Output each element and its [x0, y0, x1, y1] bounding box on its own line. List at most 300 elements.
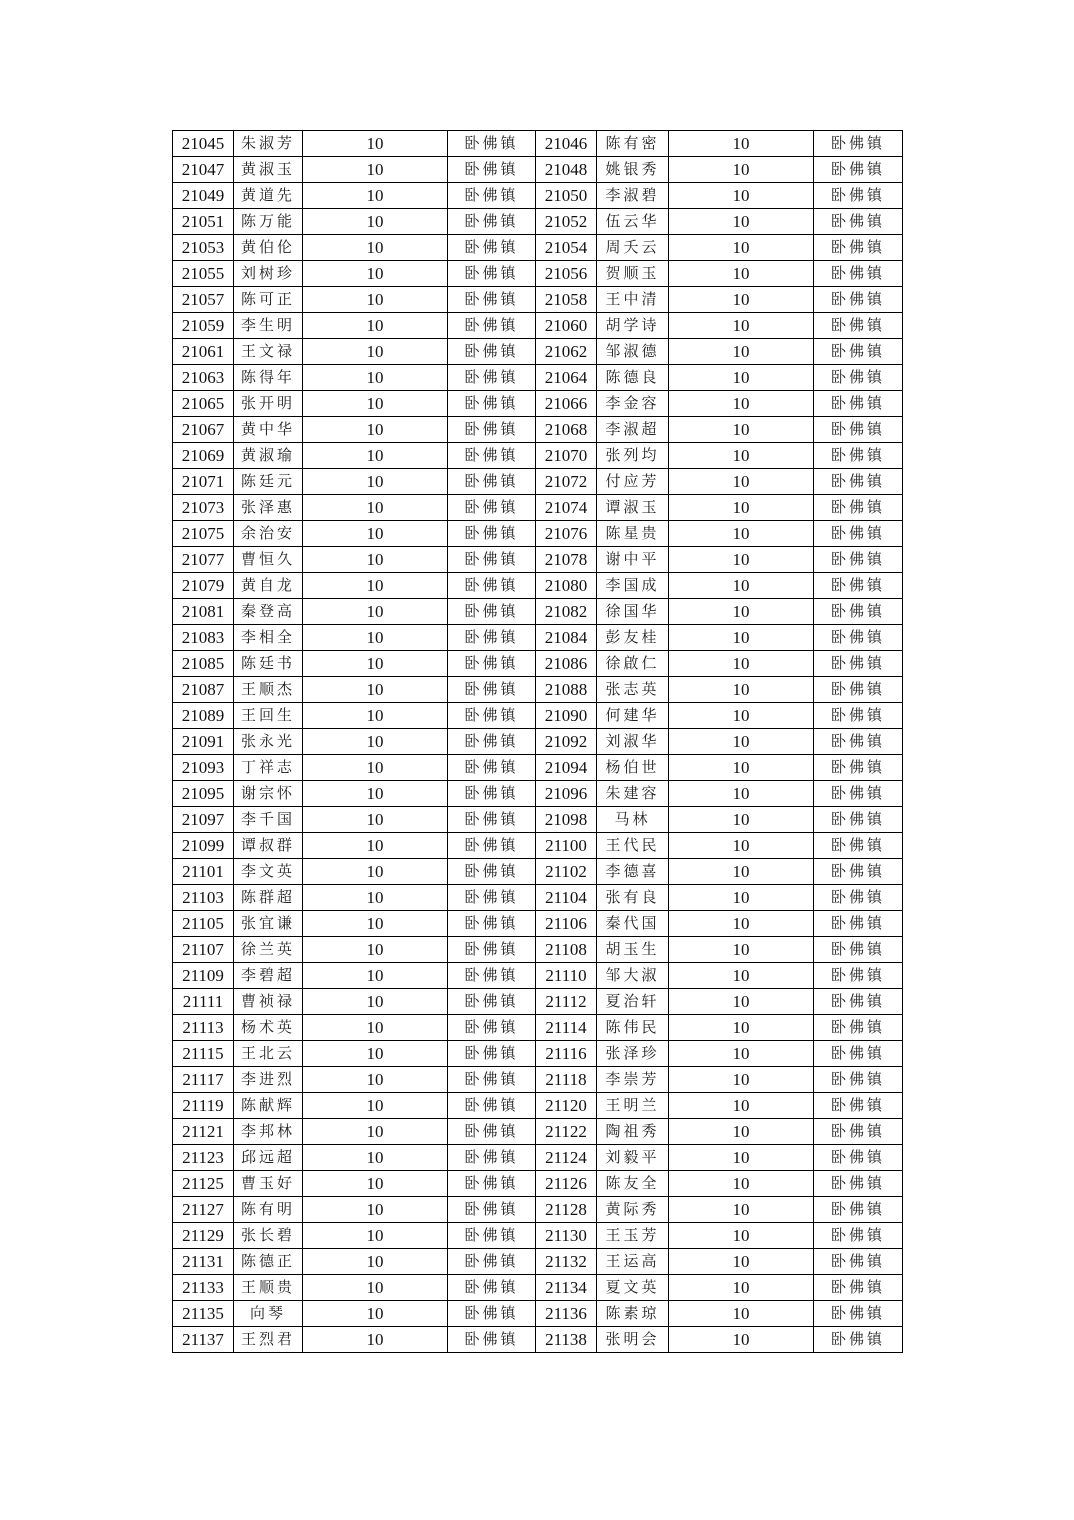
- record-id-cell: 21066: [536, 391, 597, 417]
- amount-cell: 10: [669, 209, 814, 235]
- person-name-cell: 李邦林: [234, 1119, 303, 1145]
- amount-cell: 10: [303, 1093, 448, 1119]
- amount-cell: 10: [303, 625, 448, 651]
- record-id-cell: 21104: [536, 885, 597, 911]
- person-name-cell: 陈廷元: [234, 469, 303, 495]
- person-name-cell: 王代民: [597, 833, 669, 859]
- record-id-cell: 21132: [536, 1249, 597, 1275]
- town-cell: 卧佛镇: [814, 1015, 903, 1041]
- amount-cell: 10: [669, 287, 814, 313]
- record-id-cell: 21128: [536, 1197, 597, 1223]
- person-name-cell: 马林: [597, 807, 669, 833]
- person-name-cell: 黄道先: [234, 183, 303, 209]
- person-name-cell: 张列均: [597, 443, 669, 469]
- person-name-cell: 黄中华: [234, 417, 303, 443]
- record-id-cell: 21070: [536, 443, 597, 469]
- table-row: [173, 937, 903, 963]
- record-id-cell: 21107: [173, 937, 234, 963]
- amount-cell: 10: [669, 573, 814, 599]
- table-row: [173, 183, 903, 209]
- town-cell: 卧佛镇: [814, 209, 903, 235]
- person-name-cell: 黄淑玉: [234, 157, 303, 183]
- person-name-cell: 刘淑华: [597, 729, 669, 755]
- person-name-cell: 杨术英: [234, 1015, 303, 1041]
- table-row: [173, 131, 903, 157]
- town-cell: 卧佛镇: [448, 1015, 536, 1041]
- record-id-cell: 21120: [536, 1093, 597, 1119]
- person-name-cell: 邹大淑: [597, 963, 669, 989]
- record-id-cell: 21063: [173, 365, 234, 391]
- town-cell: 卧佛镇: [814, 755, 903, 781]
- person-name-cell: 谢中平: [597, 547, 669, 573]
- person-name-cell: 陈伟民: [597, 1015, 669, 1041]
- town-cell: 卧佛镇: [814, 651, 903, 677]
- record-id-cell: 21048: [536, 157, 597, 183]
- person-name-cell: 张泽惠: [234, 495, 303, 521]
- person-name-cell: 陈有明: [234, 1197, 303, 1223]
- person-name-cell: 陈德良: [597, 365, 669, 391]
- record-id-cell: 21076: [536, 521, 597, 547]
- person-name-cell: 胡学诗: [597, 313, 669, 339]
- town-cell: 卧佛镇: [814, 807, 903, 833]
- person-name-cell: 张泽珍: [597, 1041, 669, 1067]
- town-cell: 卧佛镇: [814, 1223, 903, 1249]
- record-id-cell: 21049: [173, 183, 234, 209]
- person-name-cell: 彭友桂: [597, 625, 669, 651]
- table-row: [173, 339, 903, 365]
- town-cell: 卧佛镇: [448, 755, 536, 781]
- record-id-cell: 21096: [536, 781, 597, 807]
- person-name-cell: 徐啟仁: [597, 651, 669, 677]
- amount-cell: 10: [669, 157, 814, 183]
- person-name-cell: 秦登高: [234, 599, 303, 625]
- person-name-cell: 陈献辉: [234, 1093, 303, 1119]
- record-id-cell: 21093: [173, 755, 234, 781]
- amount-cell: 10: [303, 391, 448, 417]
- person-name-cell: 王回生: [234, 703, 303, 729]
- record-id-cell: 21045: [173, 131, 234, 157]
- amount-cell: 10: [669, 755, 814, 781]
- amount-cell: 10: [669, 677, 814, 703]
- record-id-cell: 21068: [536, 417, 597, 443]
- town-cell: 卧佛镇: [814, 391, 903, 417]
- table-row: [173, 1223, 903, 1249]
- record-id-cell: 21060: [536, 313, 597, 339]
- record-id-cell: 21075: [173, 521, 234, 547]
- amount-cell: 10: [303, 1119, 448, 1145]
- table-row: [173, 755, 903, 781]
- table-row: [173, 365, 903, 391]
- town-cell: 卧佛镇: [814, 963, 903, 989]
- person-name-cell: 张明会: [597, 1327, 669, 1353]
- town-cell: 卧佛镇: [448, 1067, 536, 1093]
- amount-cell: 10: [669, 183, 814, 209]
- record-id-cell: 21108: [536, 937, 597, 963]
- person-name-cell: 曹玉好: [234, 1171, 303, 1197]
- subsidy-list-table: [172, 130, 903, 1353]
- table-row: [173, 1015, 903, 1041]
- table-row: [173, 651, 903, 677]
- record-id-cell: 21115: [173, 1041, 234, 1067]
- person-name-cell: 李相全: [234, 625, 303, 651]
- record-id-cell: 21111: [173, 989, 234, 1015]
- town-cell: 卧佛镇: [448, 625, 536, 651]
- record-id-cell: 21077: [173, 547, 234, 573]
- town-cell: 卧佛镇: [448, 807, 536, 833]
- town-cell: 卧佛镇: [814, 1041, 903, 1067]
- table-row: [173, 885, 903, 911]
- record-id-cell: 21071: [173, 469, 234, 495]
- town-cell: 卧佛镇: [448, 1171, 536, 1197]
- town-cell: 卧佛镇: [448, 859, 536, 885]
- town-cell: 卧佛镇: [448, 1145, 536, 1171]
- amount-cell: 10: [669, 443, 814, 469]
- record-id-cell: 21117: [173, 1067, 234, 1093]
- town-cell: 卧佛镇: [448, 651, 536, 677]
- town-cell: 卧佛镇: [814, 911, 903, 937]
- record-id-cell: 21101: [173, 859, 234, 885]
- person-name-cell: 李金容: [597, 391, 669, 417]
- table-row: [173, 1197, 903, 1223]
- table-row: [173, 573, 903, 599]
- town-cell: 卧佛镇: [448, 833, 536, 859]
- person-name-cell: 曹恒久: [234, 547, 303, 573]
- amount-cell: 10: [303, 131, 448, 157]
- amount-cell: 10: [669, 1093, 814, 1119]
- amount-cell: 10: [303, 261, 448, 287]
- amount-cell: 10: [303, 365, 448, 391]
- record-id-cell: 21082: [536, 599, 597, 625]
- record-id-cell: 21103: [173, 885, 234, 911]
- person-name-cell: 张永光: [234, 729, 303, 755]
- town-cell: 卧佛镇: [814, 339, 903, 365]
- town-cell: 卧佛镇: [448, 1301, 536, 1327]
- town-cell: 卧佛镇: [814, 989, 903, 1015]
- table-row: [173, 1067, 903, 1093]
- record-id-cell: 21064: [536, 365, 597, 391]
- record-id-cell: 21051: [173, 209, 234, 235]
- town-cell: 卧佛镇: [448, 937, 536, 963]
- amount-cell: 10: [669, 651, 814, 677]
- town-cell: 卧佛镇: [448, 781, 536, 807]
- person-name-cell: 朱淑芳: [234, 131, 303, 157]
- amount-cell: 10: [303, 1301, 448, 1327]
- person-name-cell: 张有良: [597, 885, 669, 911]
- town-cell: 卧佛镇: [448, 729, 536, 755]
- town-cell: 卧佛镇: [448, 911, 536, 937]
- town-cell: 卧佛镇: [814, 547, 903, 573]
- amount-cell: 10: [669, 859, 814, 885]
- person-name-cell: 曹祯禄: [234, 989, 303, 1015]
- amount-cell: 10: [303, 1327, 448, 1353]
- person-name-cell: 杨伯世: [597, 755, 669, 781]
- amount-cell: 10: [303, 963, 448, 989]
- town-cell: 卧佛镇: [814, 1145, 903, 1171]
- amount-cell: 10: [669, 391, 814, 417]
- record-id-cell: 21087: [173, 677, 234, 703]
- amount-cell: 10: [669, 1301, 814, 1327]
- table-row: [173, 781, 903, 807]
- record-id-cell: 21062: [536, 339, 597, 365]
- person-name-cell: 王北云: [234, 1041, 303, 1067]
- record-id-cell: 21127: [173, 1197, 234, 1223]
- town-cell: 卧佛镇: [814, 937, 903, 963]
- amount-cell: 10: [669, 937, 814, 963]
- table-row: [173, 287, 903, 313]
- amount-cell: 10: [303, 989, 448, 1015]
- record-id-cell: 21114: [536, 1015, 597, 1041]
- town-cell: 卧佛镇: [448, 1249, 536, 1275]
- record-id-cell: 21072: [536, 469, 597, 495]
- record-id-cell: 21091: [173, 729, 234, 755]
- record-id-cell: 21090: [536, 703, 597, 729]
- town-cell: 卧佛镇: [814, 625, 903, 651]
- record-id-cell: 21135: [173, 1301, 234, 1327]
- amount-cell: 10: [669, 1249, 814, 1275]
- amount-cell: 10: [669, 1015, 814, 1041]
- town-cell: 卧佛镇: [448, 365, 536, 391]
- record-id-cell: 21047: [173, 157, 234, 183]
- amount-cell: 10: [669, 833, 814, 859]
- amount-cell: 10: [303, 521, 448, 547]
- person-name-cell: 夏文英: [597, 1275, 669, 1301]
- town-cell: 卧佛镇: [448, 885, 536, 911]
- table-row: [173, 1171, 903, 1197]
- town-cell: 卧佛镇: [814, 183, 903, 209]
- person-name-cell: 陈万能: [234, 209, 303, 235]
- town-cell: 卧佛镇: [814, 495, 903, 521]
- record-id-cell: 21061: [173, 339, 234, 365]
- person-name-cell: 刘毅平: [597, 1145, 669, 1171]
- town-cell: 卧佛镇: [448, 1093, 536, 1119]
- record-id-cell: 21078: [536, 547, 597, 573]
- town-cell: 卧佛镇: [448, 1275, 536, 1301]
- amount-cell: 10: [669, 911, 814, 937]
- person-name-cell: 李生明: [234, 313, 303, 339]
- table-row: [173, 261, 903, 287]
- table-row: [173, 963, 903, 989]
- person-name-cell: 丁祥志: [234, 755, 303, 781]
- amount-cell: 10: [303, 443, 448, 469]
- person-name-cell: 王玉芳: [597, 1223, 669, 1249]
- person-name-cell: 黄伯伦: [234, 235, 303, 261]
- table-row: [173, 1119, 903, 1145]
- person-name-cell: 李淑碧: [597, 183, 669, 209]
- amount-cell: 10: [669, 807, 814, 833]
- person-name-cell: 陈素琼: [597, 1301, 669, 1327]
- amount-cell: 10: [669, 729, 814, 755]
- amount-cell: 10: [669, 1067, 814, 1093]
- record-id-cell: 21123: [173, 1145, 234, 1171]
- table-row: [173, 235, 903, 261]
- person-name-cell: 王烈君: [234, 1327, 303, 1353]
- person-name-cell: 李文英: [234, 859, 303, 885]
- record-id-cell: 21088: [536, 677, 597, 703]
- person-name-cell: 贺顺玉: [597, 261, 669, 287]
- town-cell: 卧佛镇: [814, 313, 903, 339]
- record-id-cell: 21129: [173, 1223, 234, 1249]
- amount-cell: 10: [303, 1145, 448, 1171]
- table-row: [173, 677, 903, 703]
- record-id-cell: 21138: [536, 1327, 597, 1353]
- person-name-cell: 邹淑德: [597, 339, 669, 365]
- record-id-cell: 21081: [173, 599, 234, 625]
- amount-cell: 10: [303, 339, 448, 365]
- town-cell: 卧佛镇: [448, 209, 536, 235]
- amount-cell: 10: [303, 1041, 448, 1067]
- amount-cell: 10: [669, 1145, 814, 1171]
- town-cell: 卧佛镇: [448, 677, 536, 703]
- town-cell: 卧佛镇: [814, 261, 903, 287]
- amount-cell: 10: [669, 235, 814, 261]
- amount-cell: 10: [669, 469, 814, 495]
- town-cell: 卧佛镇: [814, 287, 903, 313]
- town-cell: 卧佛镇: [448, 157, 536, 183]
- person-name-cell: 陈得年: [234, 365, 303, 391]
- amount-cell: 10: [669, 1197, 814, 1223]
- person-name-cell: 陈德正: [234, 1249, 303, 1275]
- town-cell: 卧佛镇: [814, 443, 903, 469]
- amount-cell: 10: [303, 807, 448, 833]
- table-row: [173, 391, 903, 417]
- town-cell: 卧佛镇: [814, 1197, 903, 1223]
- amount-cell: 10: [303, 677, 448, 703]
- amount-cell: 10: [669, 131, 814, 157]
- record-id-cell: 21098: [536, 807, 597, 833]
- person-name-cell: 伍云华: [597, 209, 669, 235]
- person-name-cell: 张开明: [234, 391, 303, 417]
- amount-cell: 10: [669, 495, 814, 521]
- record-id-cell: 21122: [536, 1119, 597, 1145]
- town-cell: 卧佛镇: [814, 521, 903, 547]
- amount-cell: 10: [669, 1275, 814, 1301]
- town-cell: 卧佛镇: [448, 1119, 536, 1145]
- record-id-cell: 21133: [173, 1275, 234, 1301]
- town-cell: 卧佛镇: [814, 1249, 903, 1275]
- person-name-cell: 李进烈: [234, 1067, 303, 1093]
- town-cell: 卧佛镇: [814, 599, 903, 625]
- town-cell: 卧佛镇: [448, 1041, 536, 1067]
- amount-cell: 10: [303, 469, 448, 495]
- town-cell: 卧佛镇: [448, 469, 536, 495]
- table-row: [173, 495, 903, 521]
- person-name-cell: 陈群超: [234, 885, 303, 911]
- record-id-cell: 21059: [173, 313, 234, 339]
- town-cell: 卧佛镇: [814, 703, 903, 729]
- person-name-cell: 王文禄: [234, 339, 303, 365]
- amount-cell: 10: [303, 729, 448, 755]
- town-cell: 卧佛镇: [448, 573, 536, 599]
- town-cell: 卧佛镇: [448, 183, 536, 209]
- record-id-cell: 21131: [173, 1249, 234, 1275]
- record-id-cell: 21119: [173, 1093, 234, 1119]
- amount-cell: 10: [669, 703, 814, 729]
- amount-cell: 10: [303, 1067, 448, 1093]
- person-name-cell: 陈有密: [597, 131, 669, 157]
- record-id-cell: 21050: [536, 183, 597, 209]
- record-id-cell: 21100: [536, 833, 597, 859]
- amount-cell: 10: [669, 261, 814, 287]
- record-id-cell: 21073: [173, 495, 234, 521]
- person-name-cell: 王中清: [597, 287, 669, 313]
- record-id-cell: 21053: [173, 235, 234, 261]
- person-name-cell: 李淑超: [597, 417, 669, 443]
- table-row: [173, 1041, 903, 1067]
- record-id-cell: 21085: [173, 651, 234, 677]
- amount-cell: 10: [303, 209, 448, 235]
- town-cell: 卧佛镇: [448, 963, 536, 989]
- amount-cell: 10: [303, 937, 448, 963]
- town-cell: 卧佛镇: [448, 417, 536, 443]
- amount-cell: 10: [669, 989, 814, 1015]
- amount-cell: 10: [669, 1171, 814, 1197]
- table-row: [173, 469, 903, 495]
- town-cell: 卧佛镇: [814, 1275, 903, 1301]
- person-name-cell: 徐国华: [597, 599, 669, 625]
- amount-cell: 10: [669, 521, 814, 547]
- record-id-cell: 21125: [173, 1171, 234, 1197]
- person-name-cell: 邱远超: [234, 1145, 303, 1171]
- amount-cell: 10: [669, 781, 814, 807]
- record-id-cell: 21121: [173, 1119, 234, 1145]
- person-name-cell: 王明兰: [597, 1093, 669, 1119]
- table-row: [173, 729, 903, 755]
- record-id-cell: 21069: [173, 443, 234, 469]
- record-id-cell: 21057: [173, 287, 234, 313]
- table-body: [173, 131, 903, 1353]
- record-id-cell: 21099: [173, 833, 234, 859]
- record-id-cell: 21054: [536, 235, 597, 261]
- amount-cell: 10: [669, 313, 814, 339]
- town-cell: 卧佛镇: [814, 1327, 903, 1353]
- person-name-cell: 王顺杰: [234, 677, 303, 703]
- town-cell: 卧佛镇: [448, 391, 536, 417]
- record-id-cell: 21058: [536, 287, 597, 313]
- table-row: [173, 417, 903, 443]
- table-row: [173, 1275, 903, 1301]
- record-id-cell: 21136: [536, 1301, 597, 1327]
- amount-cell: 10: [303, 573, 448, 599]
- town-cell: 卧佛镇: [448, 599, 536, 625]
- person-name-cell: 黄自龙: [234, 573, 303, 599]
- amount-cell: 10: [303, 287, 448, 313]
- town-cell: 卧佛镇: [814, 131, 903, 157]
- amount-cell: 10: [303, 599, 448, 625]
- table-row: [173, 911, 903, 937]
- town-cell: 卧佛镇: [814, 1171, 903, 1197]
- town-cell: 卧佛镇: [448, 989, 536, 1015]
- town-cell: 卧佛镇: [814, 417, 903, 443]
- person-name-cell: 姚银秀: [597, 157, 669, 183]
- record-id-cell: 21065: [173, 391, 234, 417]
- town-cell: 卧佛镇: [814, 469, 903, 495]
- town-cell: 卧佛镇: [448, 287, 536, 313]
- person-name-cell: 黄际秀: [597, 1197, 669, 1223]
- amount-cell: 10: [303, 235, 448, 261]
- record-id-cell: 21134: [536, 1275, 597, 1301]
- record-id-cell: 21095: [173, 781, 234, 807]
- person-name-cell: 何建华: [597, 703, 669, 729]
- record-id-cell: 21137: [173, 1327, 234, 1353]
- amount-cell: 10: [303, 157, 448, 183]
- table-row: [173, 599, 903, 625]
- record-id-cell: 21089: [173, 703, 234, 729]
- town-cell: 卧佛镇: [448, 131, 536, 157]
- table-row: [173, 1249, 903, 1275]
- person-name-cell: 周夭云: [597, 235, 669, 261]
- amount-cell: 10: [303, 547, 448, 573]
- town-cell: 卧佛镇: [448, 443, 536, 469]
